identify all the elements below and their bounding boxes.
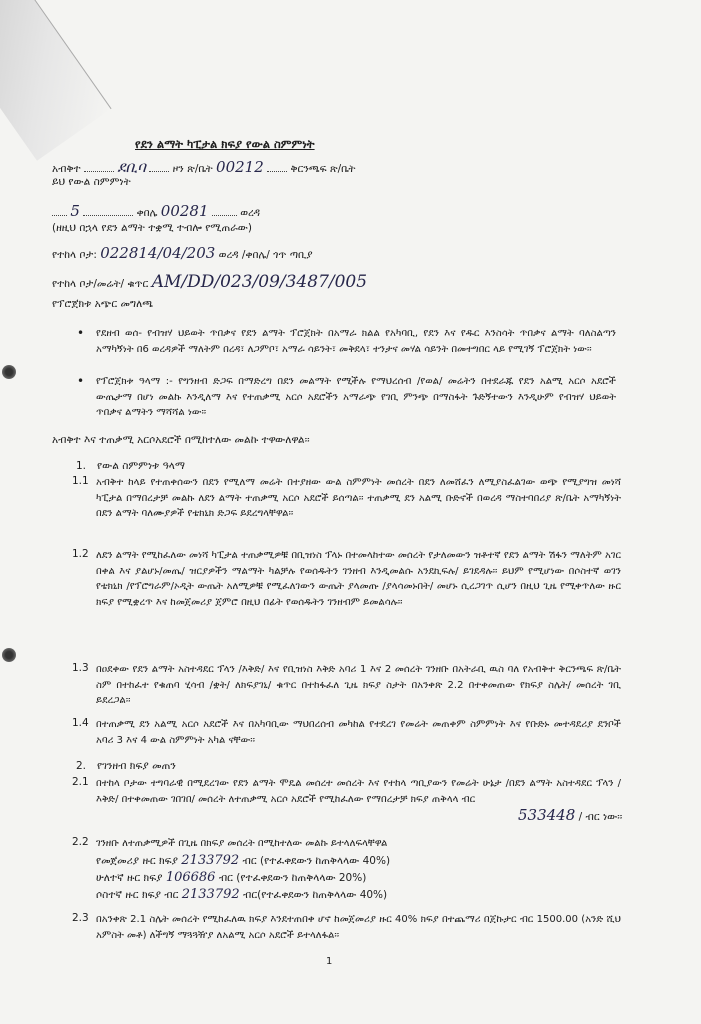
note-line: (ዘዚህ በኋላ የደን ልማት ተቋሚ ተብሎ የሚጠራው)	[52, 222, 252, 234]
section-2-number: 2.	[76, 760, 87, 772]
p21-amount-handwritten: 533448	[518, 806, 576, 824]
payment-2-end: ብር (የተፈቀደውን ከጠቅላላው 20%)	[218, 872, 367, 884]
punch-hole-top	[2, 365, 16, 379]
site-id-label: የተከላ ቦታ/መሬት/ ቁጥር	[52, 278, 149, 290]
p11-number: 1.1	[72, 475, 89, 487]
site-id-handwritten: AM/DD/023/09/3487/005	[151, 272, 368, 292]
project-heading: የፕሮጀክቱ አጭር መግለጫ	[52, 298, 154, 310]
party-zone-label: ዞን ጽ/ቤት	[172, 163, 213, 175]
party-branch-label: ቅርንጫፍ ጽ/ቤት	[290, 163, 356, 175]
section-1-number: 1.	[76, 460, 87, 472]
payment-1-handwritten: 2133792	[181, 853, 240, 868]
payment-1-end: ብር (የተፈቀደውን ከጠቅላላው 40%)	[242, 855, 391, 867]
payment-3-handwritten: 2133792	[181, 887, 240, 902]
p21-number: 2.1	[72, 776, 89, 788]
page-number: 1	[326, 956, 333, 967]
payment-2-handwritten: 106686	[165, 870, 216, 885]
bullet-2: የፕሮጀክቱ ዓላማ :- የግንዘብ ድጋፍ በማድረግ በደን መልማት የሚችሉ የማህረሰብ /የወል/ መሬትን በተደራጁ የደን አልሚ አርሶ አደሮች ውጤታማ በሆነ መልኩ እንዲለማ እና የተጠቃሚ አርሶ አደሮችን አማራጭ የገቢ ምንጭ በማስፋት ጉድኝተውን እንዲሁም የብዝሃ ህይወት ጥበቃና ልማትን ማሻሻል ነው፡፡	[96, 376, 616, 418]
payment-1-label: የመጀመሪያ ዙር ክፍያ	[96, 855, 178, 867]
p21-amount-line	[518, 806, 622, 824]
folded-corner	[0, 0, 112, 161]
site-line	[52, 244, 313, 262]
kebele-code-handwritten: 00281	[160, 202, 209, 220]
p12-text: ለደን ልማት የሚከፈለው መነሻ ካፒታል ተጠቃሚዎቹ በቢዝነስ ፕላኑ በተመላከተው መሰረት የታለመውን ዝቶተኛ የደን ልማት ሽፋን ማለትም አገር በቀል እና ያልሆኑ/መጤ/ ዝርያዎችን ማልማት ካልቻሉ የወሰዱትን ገንዘብ እንዲመልሱ አንደኪፍሉ/ ይገደዳሉ፡፡ ይህም የሚሆነው በሶስተኛ ወገን የቴክኒክ /የፕሮግራም/ኦዲት ውጤት አለሚዎቹ የሚፈለገውን ውጤት ያላመጡ /ያላሳመኑበት/ መሆኑ ሲረጋገጥ ሲሆን በዚህ ጊዜ የሚቀጥለው ዙር ክፍያ የሚቋረጥ እና ከመጀመሪያ ጀምሮ በዚህ በፊት የወሰዱትን ገንዘብም ይመልሳሉ፡፡	[96, 550, 621, 608]
p12-number: 1.2	[72, 548, 89, 560]
contract-line: ይህ የውል ስምምነት	[52, 176, 131, 188]
payment-3	[96, 887, 387, 902]
p22-number: 2.2	[72, 836, 89, 848]
p21-end: / ብር ነው፡፡	[578, 811, 623, 823]
site-id-line	[52, 272, 367, 292]
section-2-title: የገንዘብ ክፍያ መጠን	[97, 760, 176, 772]
p22-text: ገንዘቡ ለተጠቃሚዎች በጊዜ በክፍያ መሰረት በሚከተለው መልኩ ይተላለፍላቸዋል	[96, 838, 388, 849]
kebele-label: ቀበሌ	[136, 207, 158, 219]
document-title: የደን ልማት ካፒታል ክፍያ የውል ስምምነት	[135, 137, 315, 151]
punch-hole-bottom	[2, 648, 16, 662]
p23-number: 2.3	[72, 912, 89, 924]
bullet-dot-1: •	[77, 326, 85, 340]
kebele-number-handwritten: 5	[70, 202, 80, 220]
bullet-1: የደዘብ ወሰ- የብዝሃ ህይወት ጥበቃና የደን ልማት ፕሮጀክት በአማራ ክልል የአካባቢ, የደን እና የዱር እንስሳት ጥበቃና ልማት ባለስልጣን አማካኝነት በ6 ወረዳዎች ማለትም በረዳ፣ ለጋምቦ፣ አማራ ሳይንት፣ መቅደላ፣ ተንታና መሃል ሳይንት በመተግበር ላይ የሚገኝ ፕሮጀክት ነው፡፡	[96, 328, 616, 355]
kebele-line	[52, 202, 260, 220]
payment-3-end: ብር(የተፈቀደውን ከጠቅላላው 40%)	[242, 889, 388, 901]
payment-1	[96, 853, 390, 868]
woreda-label: ወረዳ	[240, 207, 261, 219]
p14-number: 1.4	[72, 717, 89, 729]
site-end-label: ወረዳ /ቀበሌ/ ጎጥ ጣቢያ	[218, 249, 313, 261]
payment-2	[96, 870, 366, 885]
section-1-title: የውል ስምምነቱ ዓላማ	[97, 460, 185, 472]
party-line	[52, 158, 356, 176]
p14-text: በተጠቃሚ ደን አልሚ አርሶ አደሮች እና በአካባቢው ማህበረሰብ መካከል የተደረገ የመሬት መጠቀም ስምምነት እና የቡድኑ መተዳደሪያ ደንቦች አባሪ 3 እና 4 ውል ስምምነት አካል ናቸው፡፡	[96, 719, 621, 746]
site-label: የተከላ ቦታ:	[52, 249, 97, 261]
party-handwritten: ደቢባ	[117, 158, 146, 176]
payment-3-label: ሶስተኛ ዙር ክፍያ ብር	[96, 889, 179, 901]
bullet-dot-2: •	[77, 374, 85, 388]
site-handwritten: 022814/04/203	[100, 244, 216, 262]
p23-text: በአንቀጽ 2.1 ስሌት መሰረት የሚከፈለዉ ክፍያ እንደተጠበቀ ሆኖ ከመጀመሪያ ዙር 40% ክፍያ በተጨማሪ በጀኩታር ብር 1500.00 (አንድ ሺህ አምስት መቶ) ለችግኝ ማጓጓዥያ ለአልሚ አርሶ አደሮች ይተላለፋል፡፡	[96, 914, 621, 941]
p13-text: በዐደቀው የደን ልማት አስተዳደር ፕላን /እቅድ/ እና የቢዝነስ እቅድ አባሪ 1 እና 2 መሰረት ገንዘቡ በአትራቢ ዉስ ባለ የአብቅተ ቅርንጫፍ ጽ/ቤት ስም በተከፈተ የቁጠባ ሂሳብ /ቋት/ ለክፍያገኒ/ ቁጥር በተከፋፈለ ጊዜ ክፍያ ስታት በአንቀጽ 2.2 በተቀመጠው የክፍያ ስሌት/ መሰረት ገቢ ይደረጋል፡፡	[96, 664, 621, 706]
p21-text: በተከላ ቦታው ተግባራዊ በሚደረገው የደን ልማት ሞዴል መሰረተ መሰረት እና የተከላ ጣቢያውን የመሬት ሁኔታ /በደን ልማት አስተዳደር ፕላን /እቅድ/ በተቀመጠው ገበገበ/ መሰረት ለተጠቃሚ አርሶ አደሮች የሚከፈለው የማበረታቻ ክፍያ ጠቅላላ ብር	[96, 778, 621, 805]
payment-2-label: ሁለተኛ ዙር ክፍያ	[96, 872, 163, 884]
agreement-line: አብቅተ እና ተጠቃሚ አርሶአደሮች በሚከተለው መልኩ ተዋውለዋል፡፡	[52, 434, 310, 446]
party-label: አብቅተ	[52, 163, 81, 175]
p13-number: 1.3	[72, 662, 89, 674]
party-code-handwritten: 00212	[216, 158, 264, 176]
p11-text: አብቅተ ከላይ የተጠቀሰውን በደን የሚለማ መሬት በተያዘው ውል ስምምነት መሰረት በደን ለመሸፈን ለሚያስፈልገው ወጭ የሚያግዝ መነሻ ካፒታል በማበረታቻ መልኩ ለደን ልማት ተጠቃሚ አርሶ አደሮች ይሰጣል፡፡ ተጠቃሚ ደን አልሚ ቡድኖች በወረዳ ማስተባበሪያ ጽ/ቤት አማካኝነት በደን ልማት ባለሙያዎች የቴክኒክ ድጋፍ ይደረግላቸዋል፡፡	[96, 477, 621, 519]
